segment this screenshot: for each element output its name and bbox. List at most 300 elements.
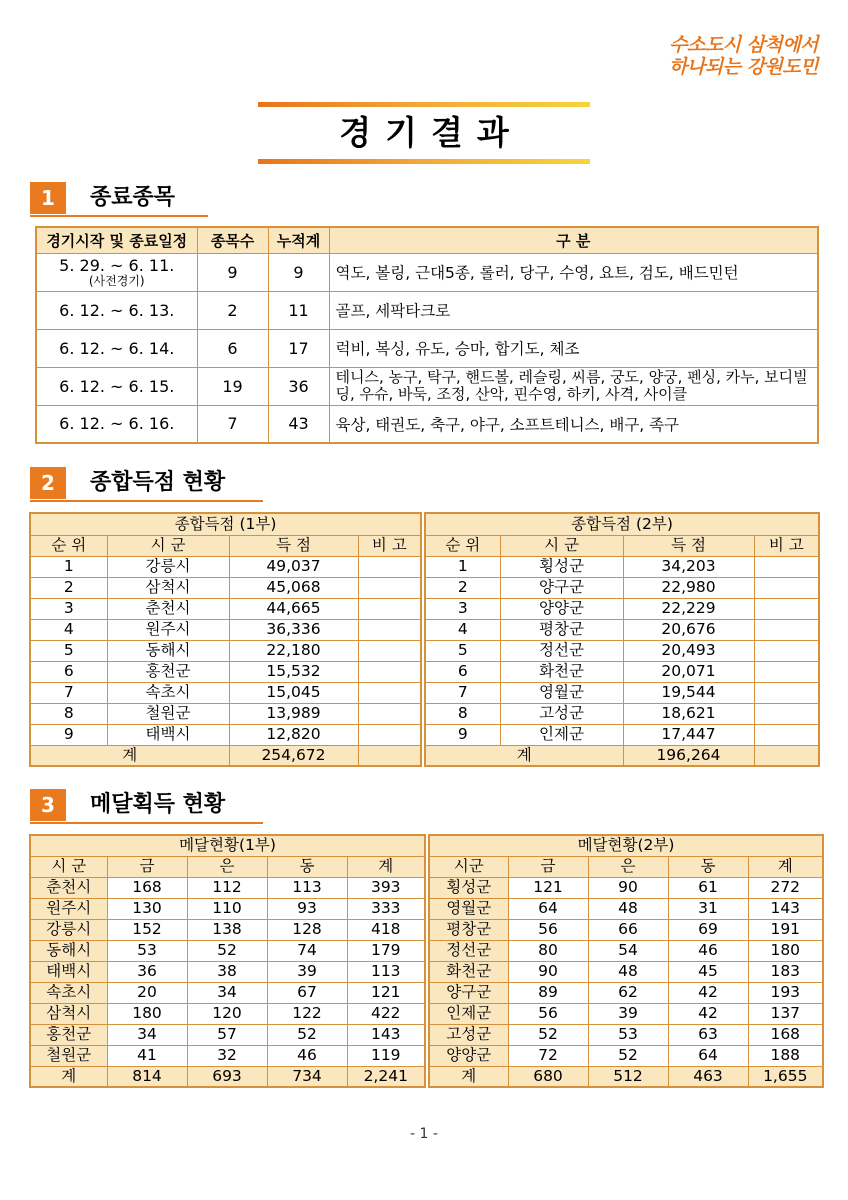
table-cell: 3 — [30, 598, 107, 619]
header-cell: 구 분 — [329, 227, 818, 253]
header-cell: 누적계 — [268, 227, 329, 253]
table-row — [30, 982, 425, 1003]
table-cell: 13,989 — [229, 703, 358, 724]
table-cell: 93 — [267, 898, 347, 919]
table-cell: 62 — [588, 982, 668, 1003]
title-block — [258, 102, 590, 164]
table-cell: 8 — [425, 703, 500, 724]
table-cell: 7 — [425, 682, 500, 703]
table-row — [425, 682, 819, 703]
table-cell: 36 — [107, 961, 187, 982]
date-cell: 6. 12. ~ 6. 13. — [36, 291, 197, 329]
table-cell: 22,180 — [229, 640, 358, 661]
table-cell: 52 — [508, 1024, 588, 1045]
table-cell: 12,820 — [229, 724, 358, 745]
medal-table-title: 메달현황(1부) — [30, 835, 425, 856]
table-cell: 15,532 — [229, 661, 358, 682]
table-cell: 양구군 — [429, 982, 508, 1003]
header-cell: 계 — [347, 856, 425, 877]
table-cell: 3 — [425, 598, 500, 619]
table-row — [429, 961, 823, 982]
table-cell: 168 — [748, 1024, 823, 1045]
section-underline — [30, 215, 208, 217]
table-row — [30, 598, 421, 619]
table-cell: 53 — [107, 940, 187, 961]
total-cell: 2,241 — [347, 1066, 425, 1087]
table-cell: 110 — [187, 898, 267, 919]
section-number: 2 — [30, 467, 66, 499]
date-note: (사전경기) — [88, 273, 145, 288]
total-note — [754, 745, 819, 766]
table-cell: 삼척시 — [30, 1003, 107, 1024]
header-cell: 동 — [267, 856, 347, 877]
table-row — [425, 556, 819, 577]
table-cell — [358, 556, 421, 577]
table-cell: 춘천시 — [30, 877, 107, 898]
table-row — [30, 961, 425, 982]
table-cell: 121 — [508, 877, 588, 898]
table-cell: 67 — [267, 982, 347, 1003]
table-cell: 138 — [187, 919, 267, 940]
table-cell: 48 — [588, 898, 668, 919]
table-cell: 평창군 — [500, 619, 623, 640]
table-row — [425, 577, 819, 598]
table-row — [425, 703, 819, 724]
table-cell: 422 — [347, 1003, 425, 1024]
table-cell: 143 — [347, 1024, 425, 1045]
header-cell: 득 점 — [229, 535, 358, 556]
table-row — [429, 1024, 823, 1045]
title-bar-top — [258, 102, 590, 107]
table-cell: 69 — [668, 919, 748, 940]
table-cell — [358, 661, 421, 682]
table-cell: 46 — [267, 1045, 347, 1066]
table-cell: 64 — [668, 1045, 748, 1066]
table-cell: 180 — [748, 940, 823, 961]
header-cell: 시 군 — [500, 535, 623, 556]
medal-total-row — [30, 1066, 425, 1087]
header-cell: 시군 — [429, 856, 508, 877]
table-row — [30, 724, 421, 745]
table-cell: 183 — [748, 961, 823, 982]
table-cell: 90 — [588, 877, 668, 898]
table-cell — [358, 619, 421, 640]
table-row — [30, 640, 421, 661]
count-cell: 9 — [197, 253, 268, 291]
table-cell: 128 — [267, 919, 347, 940]
header-cell: 득 점 — [623, 535, 754, 556]
score-table-div2 — [424, 512, 820, 767]
table-cell: 418 — [347, 919, 425, 940]
header-cell: 순 위 — [30, 535, 107, 556]
table-cell: 66 — [588, 919, 668, 940]
page-title: 경기결과 — [339, 113, 523, 152]
table-row — [30, 619, 421, 640]
total-cell: 9 — [268, 253, 329, 291]
table-row — [429, 877, 823, 898]
section-title: 메달획득 현황 — [90, 792, 226, 817]
section-underline — [30, 500, 263, 502]
table-cell: 90 — [508, 961, 588, 982]
total-cell: 11 — [268, 291, 329, 329]
table-cell: 태백시 — [30, 961, 107, 982]
total-cell: 계 — [429, 1066, 508, 1087]
table-cell: 홍천군 — [30, 1024, 107, 1045]
table-cell: 152 — [107, 919, 187, 940]
table-cell: 122 — [267, 1003, 347, 1024]
total-cell: 17 — [268, 329, 329, 367]
table-row — [429, 1003, 823, 1024]
total-note — [358, 745, 421, 766]
section-title: 종료종목 — [90, 185, 176, 210]
header-cell: 시 군 — [30, 856, 107, 877]
title-bar-bottom — [258, 159, 590, 164]
table-cell: 6 — [30, 661, 107, 682]
table-cell: 42 — [668, 982, 748, 1003]
date-cell: 6. 12. ~ 6. 15. — [36, 367, 197, 405]
total-cell: 1,655 — [748, 1066, 823, 1087]
table-cell: 72 — [508, 1045, 588, 1066]
table-row — [30, 898, 425, 919]
table-cell: 4 — [425, 619, 500, 640]
header-cell: 경기시작 및 종료일정 — [36, 227, 197, 253]
table-row — [36, 367, 818, 405]
table-cell: 63 — [668, 1024, 748, 1045]
table-cell: 22,980 — [623, 577, 754, 598]
table-cell: 45 — [668, 961, 748, 982]
score-title-row — [30, 513, 421, 535]
score-total-row — [30, 745, 421, 766]
table-cell — [754, 724, 819, 745]
schedule-table — [35, 226, 819, 444]
table-cell: 56 — [508, 1003, 588, 1024]
score-header-row — [30, 535, 421, 556]
table-cell: 9 — [425, 724, 500, 745]
total-label: 계 — [425, 745, 623, 766]
score-table-title: 종합득점 (1부) — [30, 513, 421, 535]
table-row — [36, 253, 818, 291]
total-value: 254,672 — [229, 745, 358, 766]
table-cell — [358, 703, 421, 724]
table-row — [30, 661, 421, 682]
header-cell: 비 고 — [358, 535, 421, 556]
score-total-row — [425, 745, 819, 766]
table-cell: 18,621 — [623, 703, 754, 724]
table-cell: 113 — [347, 961, 425, 982]
table-cell — [754, 661, 819, 682]
table-cell — [754, 577, 819, 598]
table-cell: 34 — [107, 1024, 187, 1045]
slogan — [669, 34, 818, 78]
table-row — [429, 982, 823, 1003]
total-cell: 463 — [668, 1066, 748, 1087]
table-row — [425, 598, 819, 619]
date-cell: 6. 12. ~ 6. 14. — [36, 329, 197, 367]
date-text: 5. 29. ~ 6. 11. — [59, 255, 175, 275]
table-cell: 272 — [748, 877, 823, 898]
table-cell: 원주시 — [107, 619, 229, 640]
total-cell: 36 — [268, 367, 329, 405]
table-cell: 홍천군 — [107, 661, 229, 682]
table-cell: 동해시 — [30, 940, 107, 961]
table-row — [30, 556, 421, 577]
table-cell: 53 — [588, 1024, 668, 1045]
table-cell: 113 — [267, 877, 347, 898]
table-cell: 5 — [425, 640, 500, 661]
events-cell: 육상, 태권도, 축구, 야구, 소프트테니스, 배구, 족구 — [329, 405, 818, 443]
total-label: 계 — [30, 745, 229, 766]
table-cell: 춘천시 — [107, 598, 229, 619]
table-cell: 34,203 — [623, 556, 754, 577]
table-cell: 34 — [187, 982, 267, 1003]
table-cell: 동해시 — [107, 640, 229, 661]
table-cell: 철원군 — [107, 703, 229, 724]
table-cell: 20,493 — [623, 640, 754, 661]
medal-rows — [429, 877, 823, 1066]
table-cell: 193 — [748, 982, 823, 1003]
table-row — [429, 940, 823, 961]
total-cell: 512 — [588, 1066, 668, 1087]
total-cell: 693 — [187, 1066, 267, 1087]
table-cell — [754, 619, 819, 640]
table-cell: 20 — [107, 982, 187, 1003]
table-cell: 112 — [187, 877, 267, 898]
events-cell: 역도, 볼링, 근대5종, 롤러, 당구, 수영, 요트, 검도, 배드민턴 — [329, 253, 818, 291]
table-cell — [754, 598, 819, 619]
table-cell: 130 — [107, 898, 187, 919]
table-row — [425, 640, 819, 661]
table-cell: 영월군 — [500, 682, 623, 703]
table-cell: 15,045 — [229, 682, 358, 703]
table-cell: 5 — [30, 640, 107, 661]
table-cell: 20,676 — [623, 619, 754, 640]
table-cell: 횡성군 — [500, 556, 623, 577]
table-cell — [358, 640, 421, 661]
table-row — [30, 1024, 425, 1045]
header-cell: 순 위 — [425, 535, 500, 556]
score-table-title: 종합득점 (2부) — [425, 513, 819, 535]
table-cell: 89 — [508, 982, 588, 1003]
medal-table-div2 — [428, 834, 824, 1088]
table-cell: 8 — [30, 703, 107, 724]
table-cell: 143 — [748, 898, 823, 919]
table-cell — [754, 703, 819, 724]
score-title-row — [425, 513, 819, 535]
table-cell: 2 — [30, 577, 107, 598]
score-header-row — [425, 535, 819, 556]
table-row — [30, 877, 425, 898]
table-cell: 52 — [187, 940, 267, 961]
medal-title-row — [429, 835, 823, 856]
table-cell: 9 — [30, 724, 107, 745]
table-cell: 태백시 — [107, 724, 229, 745]
total-cell: 계 — [30, 1066, 107, 1087]
table-cell: 393 — [347, 877, 425, 898]
header-cell: 동 — [668, 856, 748, 877]
page-number: - 1 - — [410, 1126, 438, 1142]
events-cell: 골프, 세팍타크로 — [329, 291, 818, 329]
header-cell: 비 고 — [754, 535, 819, 556]
table-row — [30, 577, 421, 598]
table-cell: 39 — [267, 961, 347, 982]
table-cell: 속초시 — [107, 682, 229, 703]
header-cell: 시 군 — [107, 535, 229, 556]
medal-table-title: 메달현황(2부) — [429, 835, 823, 856]
table-cell: 41 — [107, 1045, 187, 1066]
table-cell: 화천군 — [429, 961, 508, 982]
header-cell: 금 — [107, 856, 187, 877]
table-row — [425, 619, 819, 640]
table-cell: 양구군 — [500, 577, 623, 598]
table-cell: 168 — [107, 877, 187, 898]
table-cell: 39 — [588, 1003, 668, 1024]
total-value: 196,264 — [623, 745, 754, 766]
table-cell: 36,336 — [229, 619, 358, 640]
table-cell: 121 — [347, 982, 425, 1003]
table-cell: 철원군 — [30, 1045, 107, 1066]
slogan-line-1: 수소도시 삼척에서 — [669, 34, 818, 56]
count-cell: 2 — [197, 291, 268, 329]
table-cell: 54 — [588, 940, 668, 961]
total-cell: 734 — [267, 1066, 347, 1087]
section-title: 종합득점 현황 — [90, 470, 226, 495]
header-cell: 은 — [187, 856, 267, 877]
medal-title-row — [30, 835, 425, 856]
table-cell: 6 — [425, 661, 500, 682]
table-cell: 강릉시 — [30, 919, 107, 940]
table-row — [30, 682, 421, 703]
table-row — [425, 724, 819, 745]
table-cell: 정선군 — [429, 940, 508, 961]
table-cell: 80 — [508, 940, 588, 961]
table-cell: 31 — [668, 898, 748, 919]
table-cell — [754, 682, 819, 703]
schedule-header-row — [36, 227, 818, 253]
table-cell: 1 — [30, 556, 107, 577]
table-cell: 영월군 — [429, 898, 508, 919]
section-number: 1 — [30, 182, 66, 214]
table-cell: 횡성군 — [429, 877, 508, 898]
table-cell — [358, 682, 421, 703]
table-cell: 고성군 — [500, 703, 623, 724]
header-cell: 은 — [588, 856, 668, 877]
table-cell: 고성군 — [429, 1024, 508, 1045]
table-cell: 7 — [30, 682, 107, 703]
table-row — [429, 898, 823, 919]
table-cell: 4 — [30, 619, 107, 640]
header-cell: 계 — [748, 856, 823, 877]
table-cell: 74 — [267, 940, 347, 961]
score-rows — [30, 556, 421, 745]
table-cell: 2 — [425, 577, 500, 598]
date-cell: 6. 12. ~ 6. 16. — [36, 405, 197, 443]
table-cell: 49,037 — [229, 556, 358, 577]
table-cell — [358, 724, 421, 745]
table-cell: 120 — [187, 1003, 267, 1024]
table-cell: 인제군 — [500, 724, 623, 745]
total-cell: 814 — [107, 1066, 187, 1087]
table-cell: 42 — [668, 1003, 748, 1024]
total-cell: 680 — [508, 1066, 588, 1087]
medal-total-row — [429, 1066, 823, 1087]
count-cell: 7 — [197, 405, 268, 443]
score-table-div1 — [29, 512, 422, 767]
table-row — [429, 919, 823, 940]
medal-header-row — [30, 856, 425, 877]
table-cell: 57 — [187, 1024, 267, 1045]
table-cell: 48 — [588, 961, 668, 982]
table-cell — [358, 598, 421, 619]
table-cell: 양양군 — [500, 598, 623, 619]
table-cell: 179 — [347, 940, 425, 961]
table-cell: 평창군 — [429, 919, 508, 940]
medal-header-row — [429, 856, 823, 877]
events-cell: 테니스, 농구, 탁구, 핸드볼, 레슬링, 씨름, 궁도, 양궁, 펜싱, 카누, 보디빌딩, 우슈, 바둑, 조정, 산악, 핀수영, 하키, 사격, 사이클 — [329, 367, 818, 405]
date-cell — [36, 253, 197, 291]
events-cell: 럭비, 복싱, 유도, 승마, 합기도, 체조 — [329, 329, 818, 367]
table-cell: 52 — [267, 1024, 347, 1045]
table-row — [36, 291, 818, 329]
table-row — [30, 1045, 425, 1066]
table-cell: 46 — [668, 940, 748, 961]
table-row — [30, 1003, 425, 1024]
table-cell: 180 — [107, 1003, 187, 1024]
count-cell: 6 — [197, 329, 268, 367]
section-number: 3 — [30, 789, 66, 821]
table-cell — [358, 577, 421, 598]
table-cell: 인제군 — [429, 1003, 508, 1024]
table-cell: 45,068 — [229, 577, 358, 598]
table-cell: 61 — [668, 877, 748, 898]
table-row — [36, 329, 818, 367]
total-cell: 43 — [268, 405, 329, 443]
table-cell — [754, 640, 819, 661]
medal-rows — [30, 877, 425, 1066]
table-cell: 정선군 — [500, 640, 623, 661]
header-cell: 종목수 — [197, 227, 268, 253]
section-underline — [30, 822, 263, 824]
table-cell: 1 — [425, 556, 500, 577]
table-cell: 22,229 — [623, 598, 754, 619]
table-cell: 17,447 — [623, 724, 754, 745]
table-row — [36, 405, 818, 443]
table-cell: 양양군 — [429, 1045, 508, 1066]
table-cell: 137 — [748, 1003, 823, 1024]
medal-table-div1 — [29, 834, 426, 1088]
score-rows — [425, 556, 819, 745]
table-cell: 38 — [187, 961, 267, 982]
table-cell: 56 — [508, 919, 588, 940]
table-cell: 화천군 — [500, 661, 623, 682]
table-cell: 44,665 — [229, 598, 358, 619]
header-cell: 금 — [508, 856, 588, 877]
table-cell: 원주시 — [30, 898, 107, 919]
table-cell: 119 — [347, 1045, 425, 1066]
table-row — [30, 703, 421, 724]
table-row — [30, 940, 425, 961]
table-cell: 188 — [748, 1045, 823, 1066]
table-cell: 20,071 — [623, 661, 754, 682]
table-cell: 속초시 — [30, 982, 107, 1003]
slogan-line-2: 하나되는 강원도민 — [669, 56, 818, 78]
table-row — [425, 661, 819, 682]
count-cell: 19 — [197, 367, 268, 405]
table-cell — [754, 556, 819, 577]
table-row — [429, 1045, 823, 1066]
table-cell: 삼척시 — [107, 577, 229, 598]
table-cell: 강릉시 — [107, 556, 229, 577]
table-cell: 32 — [187, 1045, 267, 1066]
